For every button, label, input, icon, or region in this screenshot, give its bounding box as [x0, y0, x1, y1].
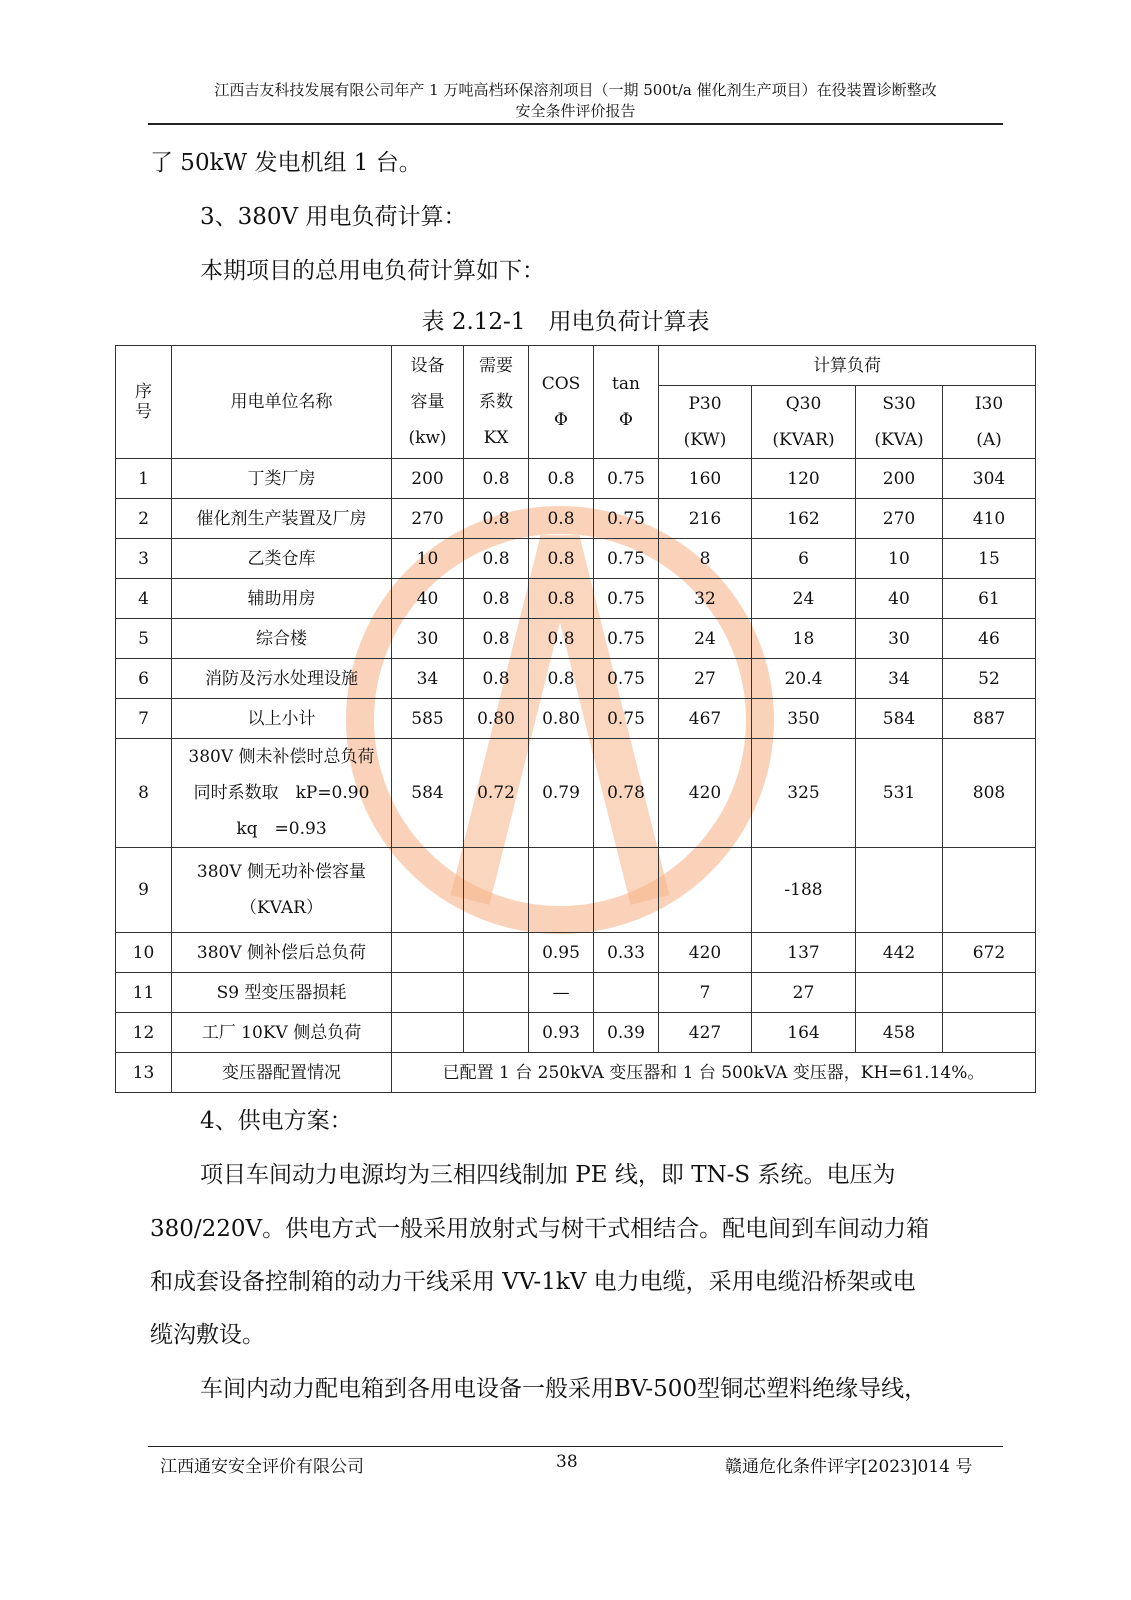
cell: 0.75 [594, 499, 659, 539]
cell: 7 [116, 699, 172, 739]
footer-rule [148, 1446, 1003, 1447]
cell: 0.75 [594, 659, 659, 699]
cell: 585 [392, 699, 464, 739]
cell: 1 [116, 459, 172, 499]
cell: 24 [752, 579, 856, 619]
cell: 15 [943, 539, 1036, 579]
load-calculation-table [115, 345, 1036, 1093]
cell: 0.95 [529, 933, 594, 973]
cell: 304 [943, 459, 1036, 499]
cell: 综合楼 [172, 619, 392, 659]
cell: 0.8 [529, 459, 594, 499]
cell: 12 [116, 1013, 172, 1053]
header-s30: S30 (KVA) [856, 386, 943, 459]
cell: 6 [116, 659, 172, 699]
cell: 11 [116, 973, 172, 1013]
cell: 0.8 [464, 659, 529, 699]
cell: 61 [943, 579, 1036, 619]
cell: 458 [856, 1013, 943, 1053]
header-no: 序号 [116, 346, 172, 459]
cell: 216 [659, 499, 752, 539]
cell: 40 [392, 579, 464, 619]
cell: 0.8 [529, 619, 594, 659]
cell: 350 [752, 699, 856, 739]
paragraph: 项目车间动力电源均为三相四线制加 PE 线，即 TN-S 系统。电压为 [200, 1162, 896, 1188]
cell: 5 [116, 619, 172, 659]
paragraph: 缆沟敷设。 [150, 1322, 265, 1348]
cell: 672 [943, 933, 1036, 973]
cell: 380V 侧无功补偿容量 （KVAR） [172, 848, 392, 933]
table-row [116, 848, 1036, 933]
cell: 420 [659, 933, 752, 973]
page-number: 38 [556, 1452, 578, 1472]
header-kx: 需要 系数 KX [464, 346, 529, 459]
table-row [116, 459, 1036, 499]
cell: 3 [116, 539, 172, 579]
cell: 200 [392, 459, 464, 499]
cell: 410 [943, 499, 1036, 539]
table-row [116, 619, 1036, 659]
header-tan: tan Φ [594, 346, 659, 459]
cell: 8 [116, 739, 172, 848]
cell: 200 [856, 459, 943, 499]
cell: 0.75 [594, 619, 659, 659]
cell: 0.75 [594, 539, 659, 579]
cell: 0.8 [464, 579, 529, 619]
table-row [116, 579, 1036, 619]
cell: 34 [392, 659, 464, 699]
cell: 10 [116, 933, 172, 973]
cell: 160 [659, 459, 752, 499]
cell: 10 [392, 539, 464, 579]
paragraph: 本期项目的总用电负荷计算如下： [200, 258, 545, 284]
paragraph: 了 50kW 发电机组 1 台。 [150, 150, 422, 176]
cell: 8 [659, 539, 752, 579]
cell: 887 [943, 699, 1036, 739]
cell: 0.80 [464, 699, 529, 739]
cell: 162 [752, 499, 856, 539]
cell: 27 [659, 659, 752, 699]
cell: — [529, 973, 594, 1013]
cell: 13 [116, 1053, 172, 1093]
cell: S9 型变压器损耗 [172, 973, 392, 1013]
cell: 20.4 [752, 659, 856, 699]
header-capacity: 设备 容量 (kw) [392, 346, 464, 459]
table-row [116, 933, 1036, 973]
table-row [116, 1053, 1036, 1093]
header-rule [148, 123, 1003, 125]
cell: 270 [856, 499, 943, 539]
cell: 30 [392, 619, 464, 659]
cell: 0.93 [529, 1013, 594, 1053]
cell: 584 [392, 739, 464, 848]
cell: 52 [943, 659, 1036, 699]
cell: 变压器配置情况 [172, 1053, 392, 1093]
section-heading: 3、380V 用电负荷计算： [200, 204, 467, 230]
cell: 0.8 [464, 499, 529, 539]
table-row [116, 973, 1036, 1013]
cell: 380V 侧未补偿时总负荷 同时系数取 kP=0.90 kq =0.93 [172, 739, 392, 848]
cell: 32 [659, 579, 752, 619]
cell: 乙类仓库 [172, 539, 392, 579]
paragraph: 车间内动力配电箱到各用电设备一般采用BV-500型铜芯塑料绝缘导线， [200, 1376, 928, 1402]
cell: 531 [856, 739, 943, 848]
cell: 9 [116, 848, 172, 933]
cell: 380V 侧补偿后总负荷 [172, 933, 392, 973]
paragraph: 和成套设备控制箱的动力干线采用 VV-1kV 电力电缆，采用电缆沿桥架或电 [150, 1269, 916, 1295]
header-q30: Q30 (KVAR) [752, 386, 856, 459]
cell: 137 [752, 933, 856, 973]
cell: 584 [856, 699, 943, 739]
table-row [116, 659, 1036, 699]
cell: 0.8 [464, 459, 529, 499]
cell: 7 [659, 973, 752, 1013]
cell: 18 [752, 619, 856, 659]
cell: 270 [392, 499, 464, 539]
footer-doc-number: 赣通危化条件评字[2023]014 号 [725, 1457, 973, 1477]
footer-company: 江西通安安全评价有限公司 [160, 1457, 364, 1477]
cell: 2 [116, 499, 172, 539]
header-cos: COS Φ [529, 346, 594, 459]
running-header-line2: 安全条件评价报告 [515, 102, 636, 120]
table-row [116, 1013, 1036, 1053]
running-header-line1: 江西吉友科技发展有限公司年产 1 万吨高档环保溶剂项目（一期 500t/a 催化剂生产项目）在役装置诊断整改 [214, 81, 937, 99]
cell: 467 [659, 699, 752, 739]
cell: 6 [752, 539, 856, 579]
cell: 442 [856, 933, 943, 973]
cell: 808 [943, 739, 1036, 848]
header-name: 用电单位名称 [172, 346, 392, 459]
cell: 消防及污水处理设施 [172, 659, 392, 699]
cell: 4 [116, 579, 172, 619]
cell: 120 [752, 459, 856, 499]
cell: 420 [659, 739, 752, 848]
cell: 0.75 [594, 579, 659, 619]
cell: 0.8 [529, 499, 594, 539]
cell: 27 [752, 973, 856, 1013]
cell: 0.80 [529, 699, 594, 739]
cell: 辅助用房 [172, 579, 392, 619]
cell: 0.8 [529, 539, 594, 579]
header-calc-load: 计算负荷 [659, 346, 1036, 386]
cell: 0.8 [464, 539, 529, 579]
cell: 30 [856, 619, 943, 659]
table-row [116, 699, 1036, 739]
table-row [116, 739, 1036, 848]
table-row [116, 499, 1036, 539]
section-heading: 4、供电方案： [200, 1108, 353, 1134]
header-i30: I30 (A) [943, 386, 1036, 459]
table-row [116, 539, 1036, 579]
cell: -188 [752, 848, 856, 933]
cell: 164 [752, 1013, 856, 1053]
cell: 0.72 [464, 739, 529, 848]
header-p30: P30 (KW) [659, 386, 752, 459]
cell: 46 [943, 619, 1036, 659]
cell: 34 [856, 659, 943, 699]
cell: 0.75 [594, 699, 659, 739]
cell: 0.8 [464, 619, 529, 659]
cell: 已配置 1 台 250kVA 变压器和 1 台 500kVA 变压器，KH=61.14%。 [392, 1053, 1036, 1093]
cell: 催化剂生产装置及厂房 [172, 499, 392, 539]
cell: 0.39 [594, 1013, 659, 1053]
table-caption: 表 2.12-1 用电负荷计算表 [421, 309, 710, 335]
cell: 丁类厂房 [172, 459, 392, 499]
cell: 0.75 [594, 459, 659, 499]
cell: 325 [752, 739, 856, 848]
cell: 工厂 10KV 侧总负荷 [172, 1013, 392, 1053]
cell: 0.33 [594, 933, 659, 973]
cell: 0.79 [529, 739, 594, 848]
cell: 以上小计 [172, 699, 392, 739]
cell: 0.8 [529, 659, 594, 699]
cell: 0.78 [594, 739, 659, 848]
cell: 0.8 [529, 579, 594, 619]
cell: 10 [856, 539, 943, 579]
paragraph: 380/220V。供电方式一般采用放射式与树干式相结合。配电间到车间动力箱 [150, 1216, 930, 1242]
cell: 40 [856, 579, 943, 619]
cell: 24 [659, 619, 752, 659]
cell: 427 [659, 1013, 752, 1053]
